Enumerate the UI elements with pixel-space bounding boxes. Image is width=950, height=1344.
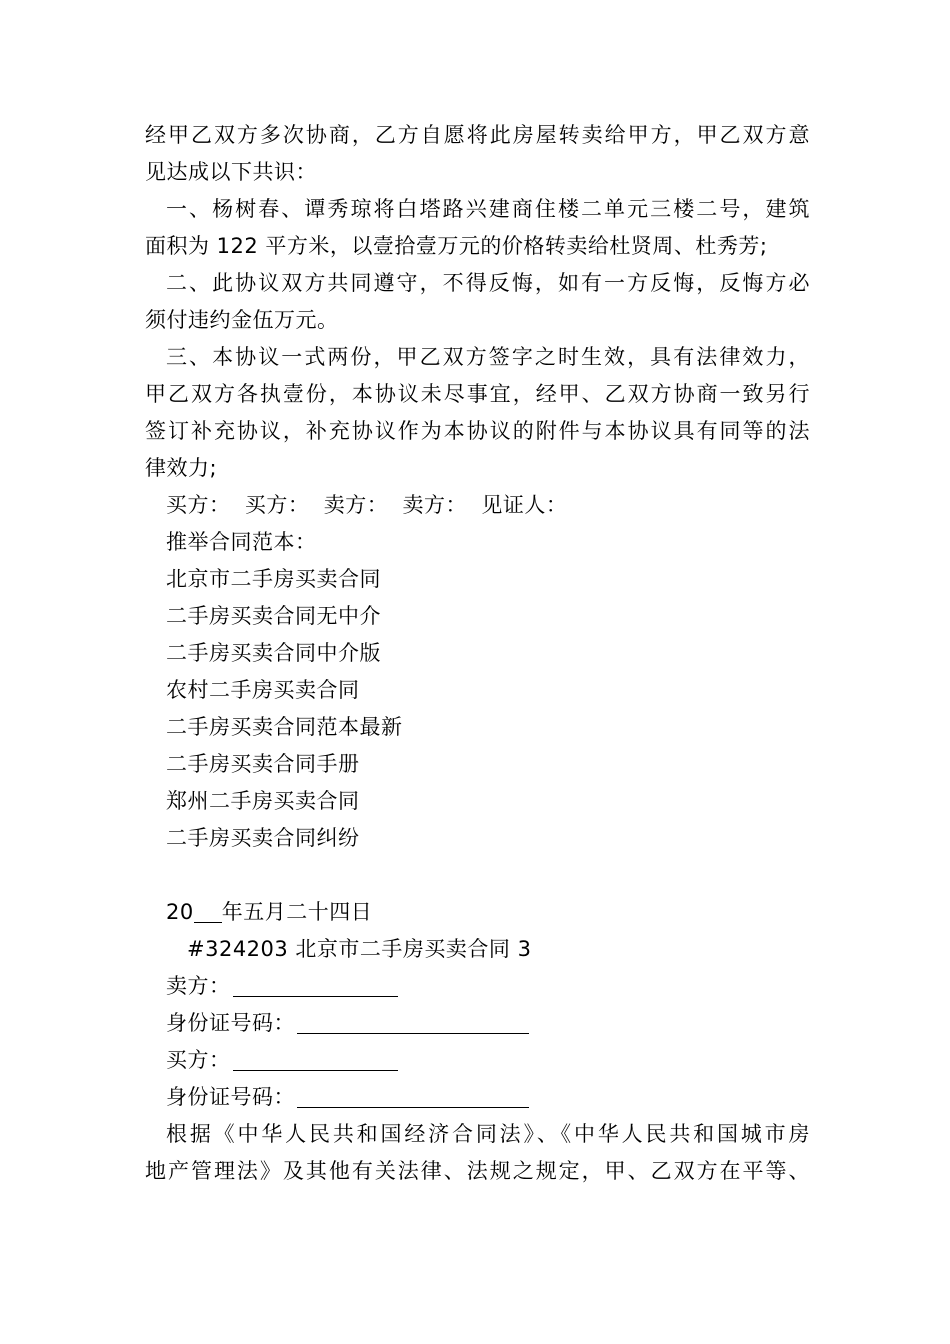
seller-label: 卖方： xyxy=(166,974,231,998)
paragraph-consensus-line-1: 经甲乙双方多次协商，乙方自愿将此房屋转卖给甲方，甲乙双方意 xyxy=(145,123,810,147)
clause-2-line-2: 须付违约金伍万元。 xyxy=(145,308,339,332)
date-rest: 年五月二十四日 xyxy=(221,900,373,924)
date-year-prefix: 20 xyxy=(166,900,194,924)
recommend-item[interactable]: 二手房买卖合同范本最新 xyxy=(166,715,403,739)
seller-id-label: 身份证号码： xyxy=(166,1011,295,1035)
buyer-id-label: 身份证号码： xyxy=(166,1085,295,1109)
recommend-title: 推举合同范本： xyxy=(166,530,317,554)
blank-spacer xyxy=(145,857,810,894)
signature-line: 买方： 买方： 卖方： 卖方： 见证人： xyxy=(166,493,568,517)
clause-3-line-3: 签订补充协议，补充协议作为本协议的附件与本协议具有同等的法 xyxy=(145,419,810,443)
document-body xyxy=(145,117,810,1190)
seller-id-line xyxy=(145,1005,810,1042)
clause-1-line-2: 面积为 122 平方米，以壹拾壹万元的价格转卖给杜贤周、杜秀芳; xyxy=(145,234,768,258)
clause-1-line-1: 一、杨树春、谭秀琼将白塔路兴建商住楼二单元三楼二号，建筑 xyxy=(166,197,810,221)
clause-3-line-1: 三、本协议一式两份，甲乙双方签字之时生效，具有法律效力， xyxy=(166,345,810,369)
date-line xyxy=(145,894,810,931)
recommend-item[interactable]: 郑州二手房买卖合同 xyxy=(166,789,360,813)
seller-line xyxy=(145,968,810,1005)
paragraph-consensus-line-2: 见达成以下共识： xyxy=(145,160,317,184)
basis-line-2: 地产管理法》及其他有关法律、法规之规定，甲、乙双方在平等、 xyxy=(145,1159,810,1183)
seller-id-blank xyxy=(297,1011,529,1034)
clause-2-line-1: 二、此协议双方共同遵守，不得反悔，如有一方反悔，反悔方必 xyxy=(166,271,810,295)
buyer-label: 买方： xyxy=(166,1048,231,1072)
recommend-item[interactable]: 二手房买卖合同中介版 xyxy=(166,641,381,665)
buyer-blank xyxy=(233,1048,398,1071)
clause-3-line-2: 甲乙双方各执壹份，本协议未尽事宜，经甲、乙双方协商一致另行 xyxy=(145,382,810,406)
recommend-item[interactable]: 二手房买卖合同无中介 xyxy=(166,604,381,628)
contract-heading: #324203 北京市二手房买卖合同 3 xyxy=(187,937,532,961)
clause-3-line-4: 律效力; xyxy=(145,456,218,480)
recommend-item[interactable]: 北京市二手房买卖合同 xyxy=(166,567,381,591)
buyer-id-blank xyxy=(297,1085,529,1108)
basis-line-1: 根据《中华人民共和国经济合同法》、《中华人民共和国城市房 xyxy=(166,1122,810,1146)
date-year-blank xyxy=(194,900,222,923)
recommend-item[interactable]: 二手房买卖合同手册 xyxy=(166,752,360,776)
buyer-id-line xyxy=(145,1079,810,1116)
seller-blank xyxy=(233,974,398,997)
recommend-item[interactable]: 二手房买卖合同纠纷 xyxy=(166,826,360,850)
recommend-item[interactable]: 农村二手房买卖合同 xyxy=(166,678,360,702)
buyer-line xyxy=(145,1042,810,1079)
